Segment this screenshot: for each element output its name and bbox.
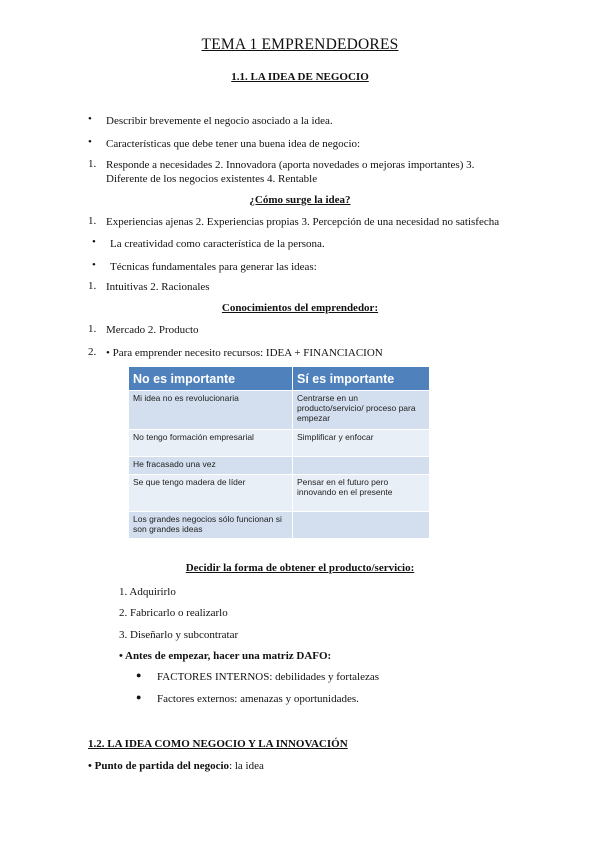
table-cell — [293, 512, 430, 539]
punto-partida-label: • Punto de partida del negocio — [88, 760, 230, 772]
table-cell: He fracasado una vez — [129, 457, 293, 475]
bullet-describir: Describir brevemente el negocio asociado a la idea. — [106, 115, 333, 127]
bullet-tecnicas: Técnicas fundamentales para generar las ideas: — [110, 261, 317, 273]
table-cell: Mi idea no es revolucionaria — [129, 391, 293, 430]
subheading-conocimientos: Conocimientos del emprendedor: — [221, 302, 379, 314]
subheading-como-surge: ¿Cómo surge la idea? — [249, 194, 351, 206]
section-heading-1-1: 1.1. LA IDEA DE NEGOCIO — [231, 71, 369, 83]
list-adquirirlo: 1. Adquirirlo — [119, 586, 176, 598]
importance-table — [128, 366, 430, 539]
table-cell: Pensar en el futuro pero innovando en el presente — [293, 475, 430, 512]
dafo-intro: • Antes de empezar, hacer una matriz DAFO: — [119, 650, 332, 662]
bullet-marker: • — [88, 113, 92, 125]
list-recursos: • Para emprender necesito recursos: IDEA + FINANCIACION — [106, 347, 383, 359]
list-disenarlo: 3. Diseñarlo y subcontratar — [119, 629, 239, 641]
table-row — [129, 475, 430, 512]
page-title: TEMA 1 EMPRENDEDORES — [201, 36, 399, 53]
list-responde-line1: Responde a necesidades 2. Innovadora (aporta novedades o mejoras importantes) 3. — [106, 159, 475, 171]
table-header-row — [129, 367, 430, 391]
number-marker: 1. — [88, 280, 97, 292]
number-marker: 1. — [88, 323, 97, 335]
list-experiencias: Experiencias ajenas 2. Experiencias propias 3. Percepción de una necesidad no satisfecha — [106, 216, 500, 228]
dafo-internos: FACTORES INTERNOS: debilidades y fortalezas — [157, 671, 380, 683]
table-header-si-importante: Sí es importante — [293, 367, 430, 391]
number-marker: 1. — [88, 215, 97, 227]
punto-partida — [88, 759, 264, 773]
table-row — [129, 512, 430, 539]
bullet-caracteristicas: Características que debe tener una buena idea de negocio: — [106, 138, 361, 150]
table-row — [129, 430, 430, 457]
bullet-marker: • — [92, 236, 96, 248]
table-cell: Centrarse en un producto/servicio/ proceso para empezar — [293, 391, 430, 430]
table-row — [129, 457, 430, 475]
table-cell: Simplificar y enfocar — [293, 430, 430, 457]
bullet-marker: • — [92, 259, 96, 271]
subheading-decidir: Decidir la forma de obtener el producto/servicio: — [185, 562, 415, 574]
table-cell: Se que tengo madera de líder — [129, 475, 293, 512]
bullet-creatividad: La creatividad como característica de la persona. — [110, 238, 325, 250]
bullet-marker: • — [88, 136, 92, 148]
number-marker: 1. — [88, 158, 97, 170]
table-cell — [293, 457, 430, 475]
table-header-no-importante: No es importante — [129, 367, 293, 391]
number-marker: 2. — [88, 346, 97, 358]
list-intuitivas: Intuitivas 2. Racionales — [106, 281, 210, 293]
table-cell: No tengo formación empresarial — [129, 430, 293, 457]
table-cell: Los grandes negocios sólo funcionan si son grandes ideas — [129, 512, 293, 539]
list-mercado: Mercado 2. Producto — [106, 324, 199, 336]
list-responde-line2: Diferente de los negocios existentes 4. Rentable — [106, 173, 318, 185]
list-fabricarlo: 2. Fabricarlo o realizarlo — [119, 607, 228, 619]
punto-partida-value: : la idea — [229, 760, 264, 772]
section-heading-1-2: 1.2. LA IDEA COMO NEGOCIO Y LA INNOVACIÓN — [88, 738, 348, 750]
dafo-externos: Factores externos: amenazas y oportunidades. — [157, 693, 359, 705]
dot-marker: ● — [136, 692, 142, 702]
table-row — [129, 391, 430, 430]
dot-marker: ● — [136, 670, 142, 680]
